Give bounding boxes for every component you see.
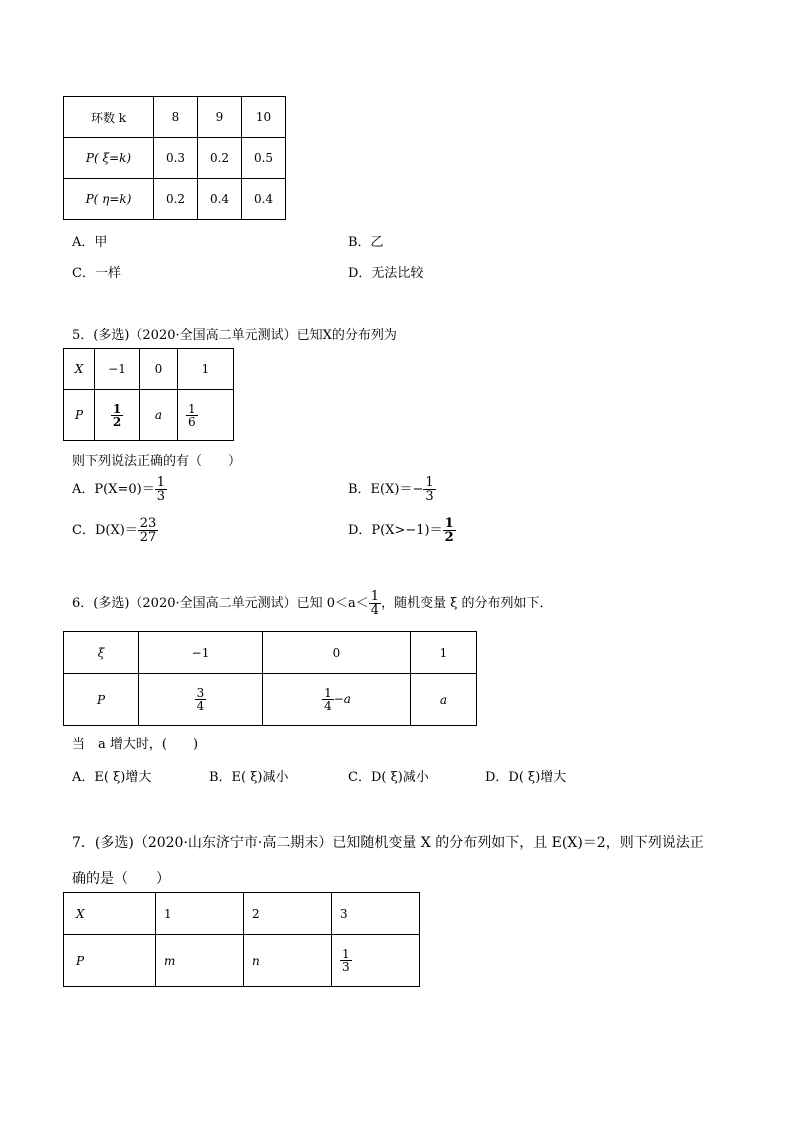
table-header-cell: 环数 k: [64, 97, 154, 138]
table-cell: [139, 674, 263, 726]
fraction: $\frac{1}{3}$: [425, 475, 434, 504]
table-cell: [178, 390, 234, 441]
table-header-cell: 10: [242, 97, 286, 138]
table-cell: P: [64, 390, 95, 441]
table-cell: n: [244, 935, 332, 987]
table-header-cell: 9: [198, 97, 242, 138]
question-6-prompt: 当 a 增大时，( ): [72, 737, 199, 752]
table-cell: a: [140, 390, 178, 441]
table-cell: [95, 390, 140, 441]
table-header-cell: 1: [178, 349, 234, 390]
table-cell: [332, 935, 420, 987]
table-cell: P: [64, 935, 156, 987]
q6-option-b: B．E( ξ)减小: [209, 770, 289, 785]
table-cell: P: [64, 674, 139, 726]
q6-option-c: C．D( ξ)减小: [348, 770, 429, 785]
table-cell: P( η=k): [64, 179, 154, 220]
option-d: D．无法比较: [348, 266, 424, 281]
table-cell: 0.2: [198, 138, 242, 179]
option-b: B．乙: [348, 235, 384, 250]
table-header-cell: 3: [332, 893, 420, 935]
table-header-cell: 1: [156, 893, 244, 935]
q5-option-c: C．D(X)＝ $\frac{23}{27}$: [72, 516, 157, 545]
table-header-cell: 8: [154, 97, 198, 138]
table-cell: a: [411, 674, 477, 726]
table-cell: 0.5: [242, 138, 286, 179]
table-cell: 0.4: [198, 179, 242, 220]
table-header-cell: −1: [139, 632, 263, 674]
table-header-cell: X: [64, 349, 95, 390]
table-header-cell: 1: [411, 632, 477, 674]
fraction: $\frac{1}{2}$: [112, 401, 122, 429]
distribution-table-6: [63, 631, 477, 726]
q6-option-a: A．E( ξ)增大: [72, 770, 152, 785]
table-header-cell: ξ: [64, 632, 139, 674]
table-header-cell: −1: [95, 349, 140, 390]
distribution-table-7: [63, 892, 420, 987]
option-a: A．甲: [72, 235, 108, 250]
fraction: $\frac{23}{27}$: [139, 516, 157, 545]
fraction: $\frac{1}{3}$: [342, 947, 350, 974]
fraction: $\frac{1}{4}$: [370, 589, 380, 618]
table-cell: 0.2: [154, 179, 198, 220]
table-cell: 0.4: [242, 179, 286, 220]
table-header-cell: X: [64, 893, 156, 935]
q5-option-d: D．P(X>−1)＝ $\frac{1}{2}$: [348, 516, 454, 545]
question-5-stem: 5．(多选)（2020·全国高二单元测试）已知X的分布列为: [72, 328, 397, 343]
q5-option-b: B．E(X)＝− $\frac{1}{3}$: [348, 475, 434, 504]
table-cell: P( ξ=k): [64, 138, 154, 179]
question-6-stem: 6．(多选)（2020·全国高二单元测试）已知 0＜a＜ $\frac{1}{4}$ ，随机变量 ξ 的分布列如下．: [72, 589, 553, 618]
table-cell: m: [156, 935, 244, 987]
fraction: $\frac{1}{4}$: [324, 686, 332, 713]
distribution-table-5: [63, 348, 234, 441]
question-7-stem-line2: 确的是（ ）: [72, 871, 170, 887]
question-7-stem-line1: 7．(多选)（2020·山东济宁市·高二期末）已知随机变量 X 的分布列如下，且 E(X)＝2，则下列说法正: [72, 835, 704, 851]
q6-option-d: D．D( ξ)增大: [485, 770, 567, 785]
fraction: $\frac{1}{6}$: [188, 401, 196, 429]
table-cell: 0.3: [154, 138, 198, 179]
fraction: $\frac{1}{3}$: [156, 475, 165, 504]
distribution-table-1: [63, 96, 286, 220]
table-header-cell: 0: [263, 632, 411, 674]
table-cell: $\frac{1}{4}$ −a: [263, 674, 411, 726]
fraction: $\frac{3}{4}$: [196, 686, 205, 713]
fraction: $\frac{1}{2}$: [444, 516, 454, 545]
option-c: C．一样: [72, 266, 121, 281]
table-header-cell: 2: [244, 893, 332, 935]
question-5-prompt: 则下列说法正确的有（ ）: [72, 454, 242, 469]
table-header-cell: 0: [140, 349, 178, 390]
q5-option-a: A．P(X=0)＝ $\frac{1}{3}$: [72, 475, 165, 504]
